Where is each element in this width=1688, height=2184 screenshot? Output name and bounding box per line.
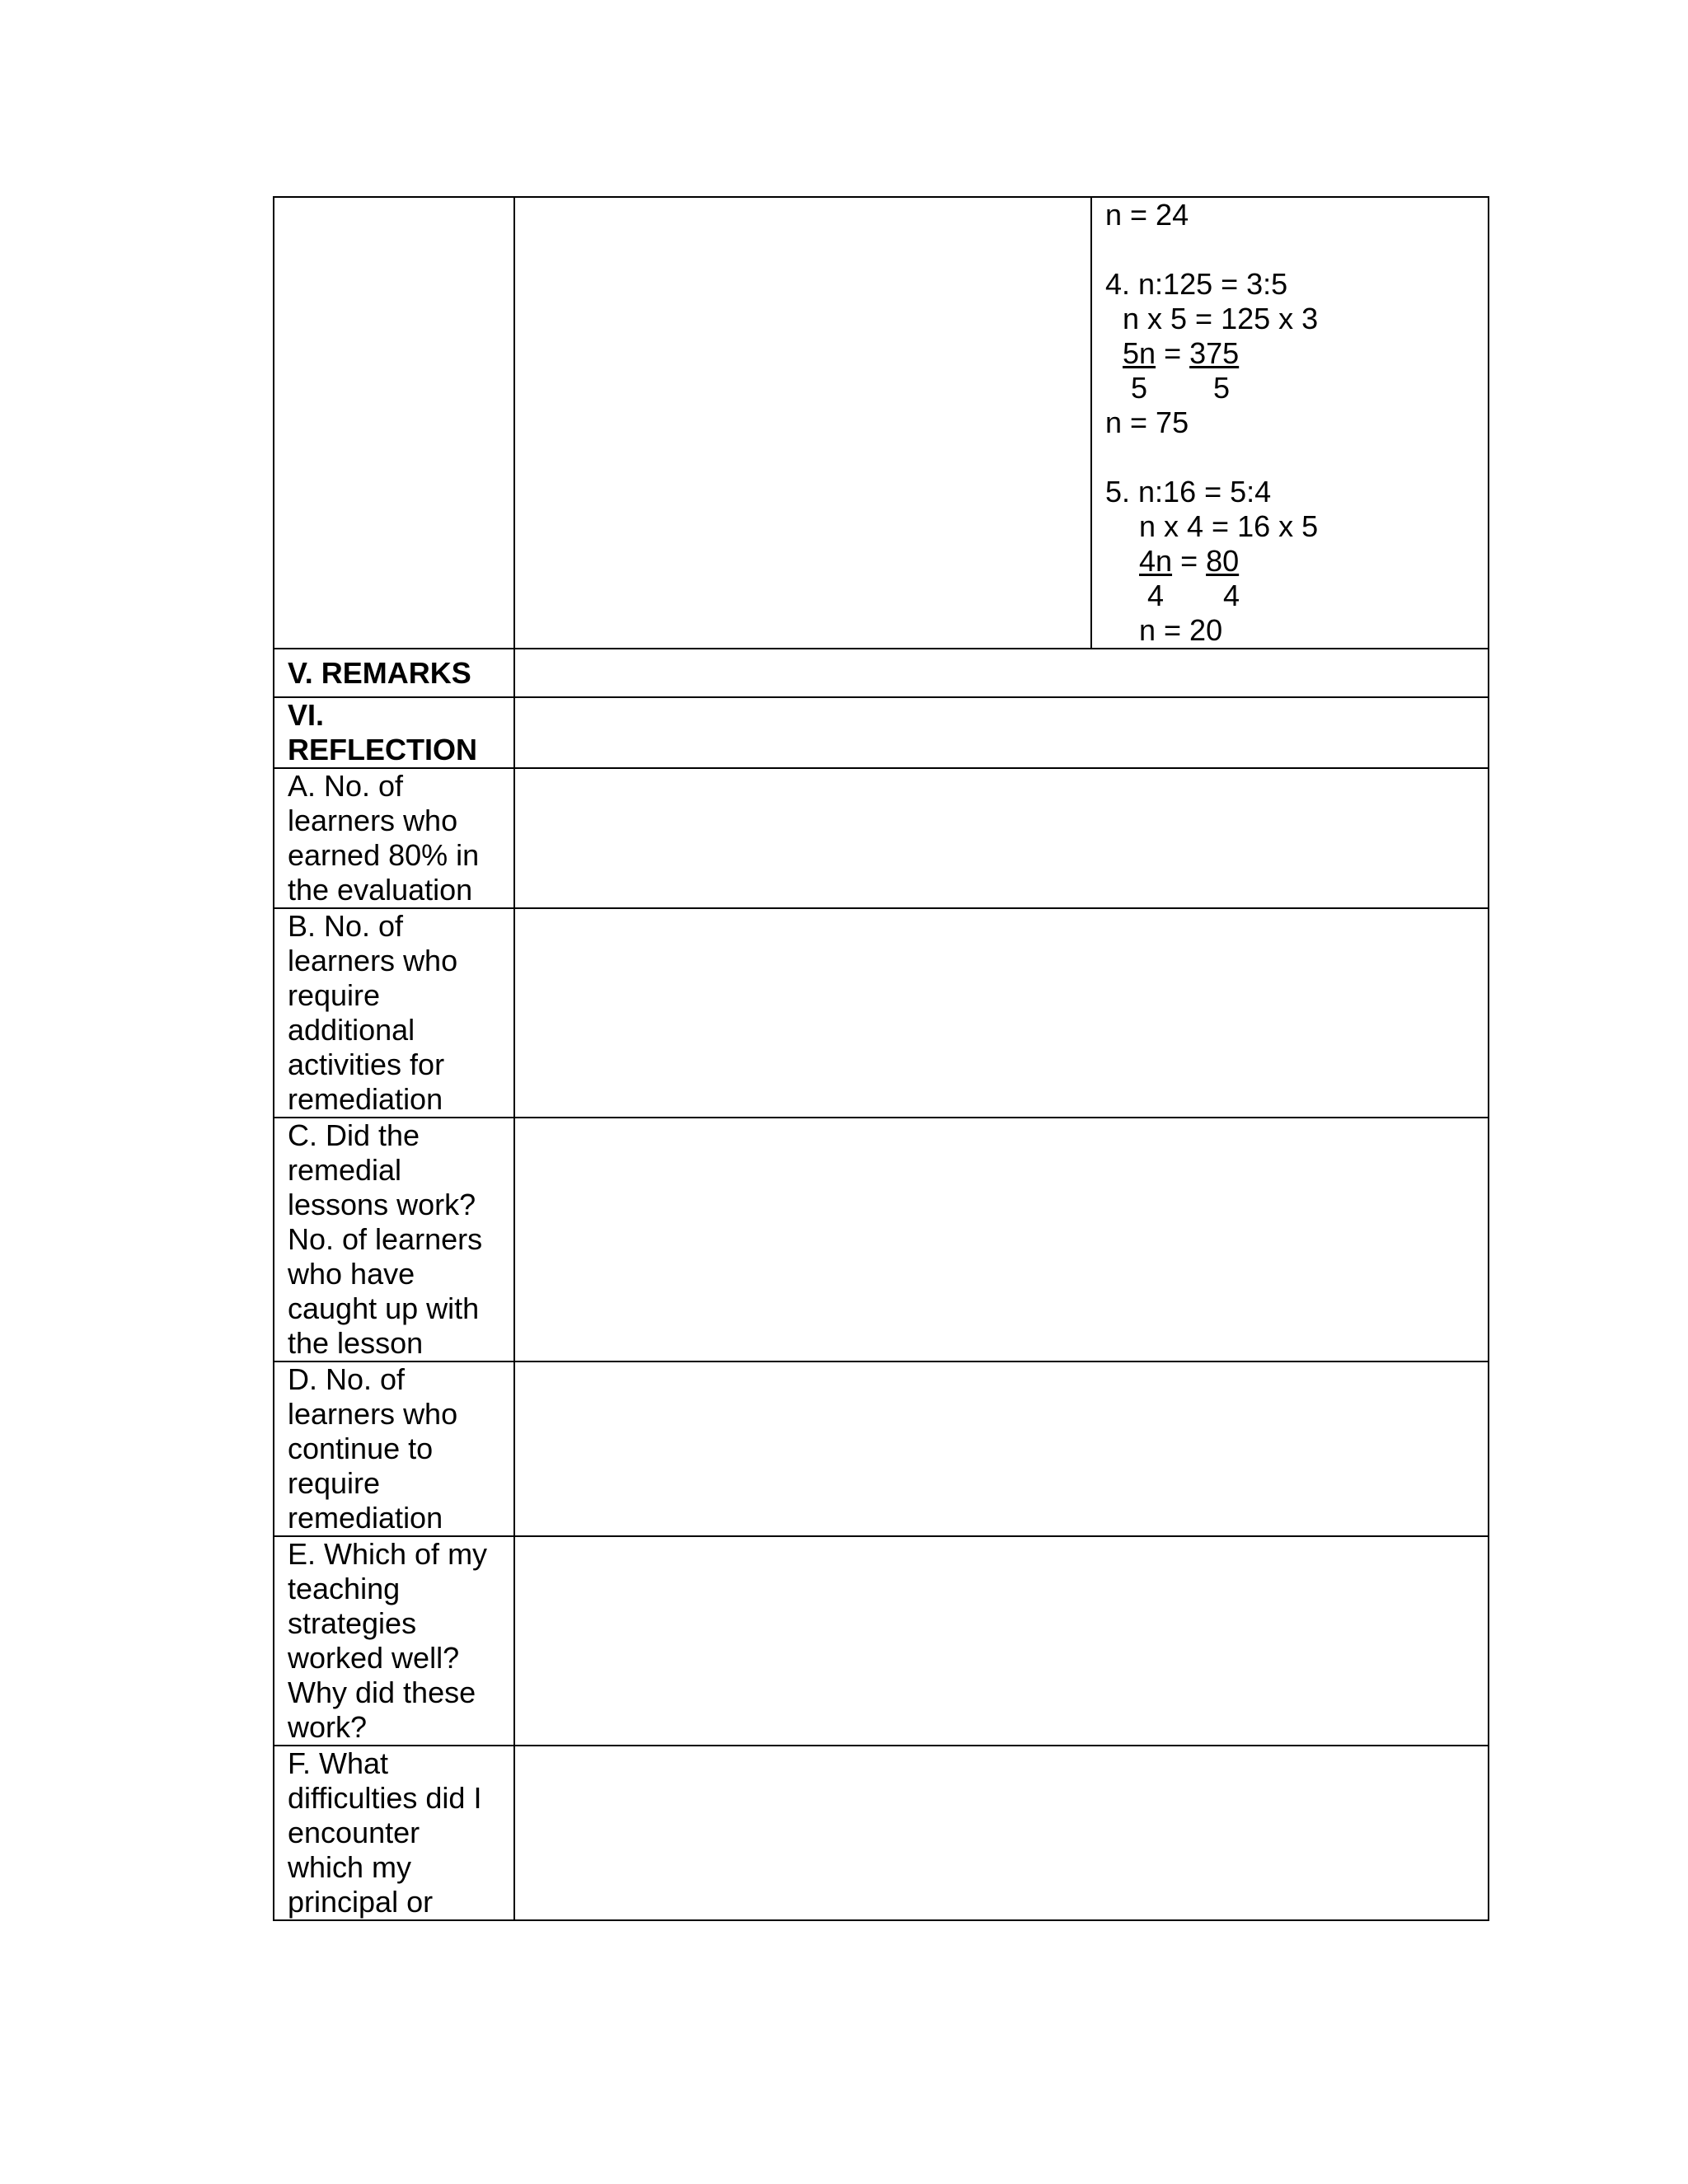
problem-4-equation: 4. n:125 = 3:5: [1105, 267, 1288, 301]
problem-4-result: n = 75: [1105, 405, 1189, 439]
problem-5-fraction-denominators: 4 4: [1147, 579, 1240, 612]
remarks-label: V. REMARKS: [274, 649, 514, 697]
reflection-item-row: [274, 1536, 1489, 1746]
reflection-item-row: [274, 1361, 1489, 1536]
reflection-item-row: [274, 908, 1489, 1118]
result-line: n = 24: [1105, 198, 1189, 232]
empty-cell-label: [274, 197, 514, 649]
reflection-content: [514, 697, 1489, 768]
reflection-item-e-label: E. Which of my teaching strategies worked well? Why did these work?: [274, 1536, 514, 1746]
problem-5-equation: 5. n:16 = 5:4: [1105, 475, 1272, 509]
reflection-item-f-label: F. What difficulties did I encounter which my principal or: [274, 1746, 514, 1920]
empty-cell-middle: [514, 197, 1091, 649]
problem-5-result: n = 20: [1139, 613, 1223, 647]
reflection-item-c-label: C. Did the remedial lessons work? No. of learners who have caught up with the lesson: [274, 1118, 514, 1361]
reflection-item-row: [274, 768, 1489, 908]
remarks-content: [514, 649, 1489, 697]
reflection-item-row: [274, 1118, 1489, 1361]
reflection-item-e-answer: [514, 1536, 1489, 1746]
reflection-item-d-answer: [514, 1361, 1489, 1536]
problem-4-fraction-numerators: 5n = 375: [1123, 336, 1240, 370]
problem-4-step: n x 5 = 125 x 3: [1123, 302, 1319, 335]
problem-5-fraction-numerators: 4n = 80: [1139, 544, 1240, 578]
reflection-item-a-label: A. No. of learners who earned 80% in the evaluation: [274, 768, 514, 908]
math-solution-cell: [1091, 197, 1489, 649]
reflection-item-a-answer: [514, 768, 1489, 908]
reflection-header-row: [274, 697, 1489, 768]
remarks-row: [274, 649, 1489, 697]
reflection-item-f-answer: [514, 1746, 1489, 1920]
reflection-item-d-label: D. No. of learners who continue to require remediation: [274, 1361, 514, 1536]
reflection-item-row: [274, 1746, 1489, 1920]
reflection-item-b-answer: [514, 908, 1489, 1118]
problem-5-step: n x 4 = 16 x 5: [1139, 509, 1319, 543]
lesson-plan-table: [273, 196, 1489, 1921]
reflection-item-b-label: B. No. of learners who require additional activities for remediation: [274, 908, 514, 1118]
math-row: [274, 197, 1489, 649]
reflection-item-c-answer: [514, 1118, 1489, 1361]
reflection-label: VI. REFLECTION: [274, 697, 514, 768]
problem-4-fraction-denominators: 5 5: [1131, 371, 1231, 405]
